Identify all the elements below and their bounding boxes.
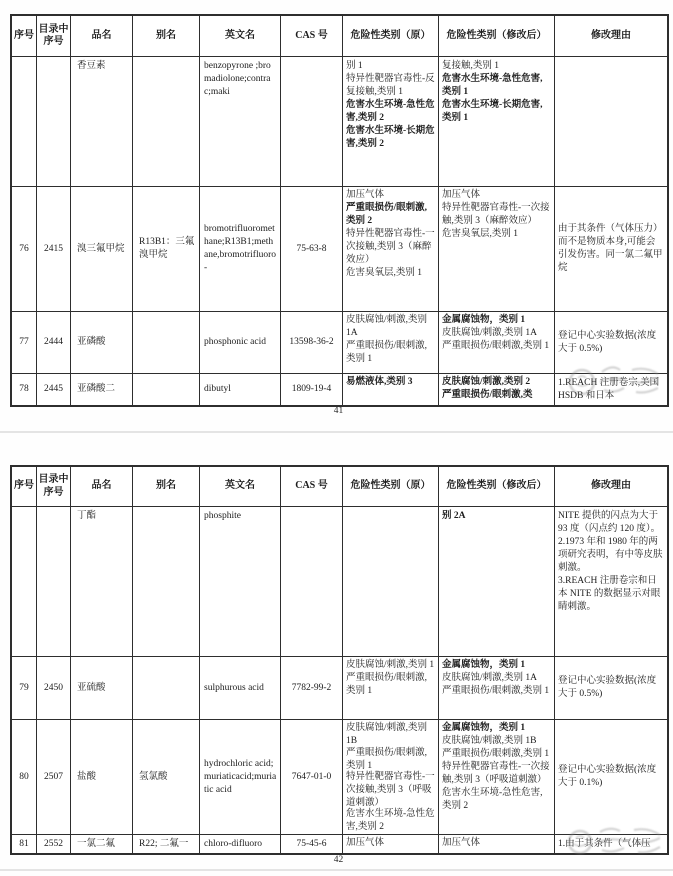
hazard-classification-table-page-41 (10, 14, 669, 407)
cell-line: 77 (19, 337, 29, 347)
cell-line: sulphurous acid (204, 682, 264, 693)
cell-line: 1.由于其条件（气体压 (558, 838, 651, 849)
cell-line: 13598-36-2 (289, 337, 334, 347)
header-alias (133, 467, 200, 507)
cell-line: 2445 (44, 384, 63, 394)
cell-line: 严重眼损伤/眼刺激,类别 1 (346, 341, 428, 364)
cell-reason (555, 835, 667, 853)
cell-line: NITE 提供的闪点为大于 93 度（闪点约 120 度）。 (558, 511, 661, 534)
cell-line: 1.REACH 注册卷宗,美国 HSDB 和日本 (558, 377, 660, 401)
page-number: 41 (333, 406, 344, 416)
cell-line: 由于其条件（气体压力）而不是物质本身,可能会引发伤害。同一氯二氟甲烷 (558, 224, 663, 273)
cell-line: 金属腐蚀物，类别 1 (442, 315, 526, 325)
cell-line: 加压气体 (346, 190, 385, 200)
cell-line: 78 (19, 384, 29, 394)
cell-line: 特异性靶器官毒性-一次接触,类别 3（呼吸道刺激） (346, 772, 435, 809)
cell-name (71, 720, 133, 835)
cell-line: 登记中心实验数据(浓度大于 0.5%) (558, 676, 657, 699)
cell-line: 登记中心实验数据(浓度大于 0.5%) (558, 330, 657, 354)
header-english (200, 16, 281, 57)
cell-line: 特异性靶器官毒性-一次接触,类别 3（呼吸道刺激） (442, 762, 550, 785)
cell-reason (555, 657, 667, 720)
cell-alias (133, 835, 200, 853)
cell-cas (281, 657, 343, 720)
cell-reason (555, 374, 667, 405)
cell-catalog (37, 187, 71, 312)
cell-line: 危害水生环境-长期危害,类别 1 (442, 100, 543, 123)
cell-english (200, 657, 281, 720)
cell-line: 危害水生环境-长期危害,类别 2 (346, 126, 435, 149)
cell-line: 品名 (91, 29, 112, 41)
cell-alias (133, 657, 200, 720)
cell-line: 序号 (14, 29, 34, 41)
cell-line: 特异性靶器官毒性-反复接触,类别 1 (346, 74, 435, 97)
cell-line: 75-45-6 (296, 838, 327, 849)
cell-line: 修改理由 (591, 29, 631, 41)
cell-line: 修改理由 (591, 480, 631, 492)
cell-line: 危险性类别（原） (350, 480, 431, 492)
cell-hazard_original (343, 507, 439, 657)
cell-line: CAS 号 (295, 29, 328, 41)
cell-line: phosphonic acid (204, 337, 267, 347)
cell-hazard_revised (439, 507, 555, 657)
cell-line: R22; 二氟一 (139, 838, 189, 849)
cell-line: 危害水生环境-急性危害,类别 2 (346, 809, 435, 833)
cell-line: 加压气体 (442, 838, 481, 848)
cell-catalog (37, 720, 71, 835)
cell-cas (281, 312, 343, 374)
cell-line: 特异性靶器官毒性-一次接触,类别 3（麻醉效应） (442, 203, 550, 226)
cell-hazard_revised (439, 187, 555, 312)
cell-name (71, 374, 133, 405)
cell-alias (133, 312, 200, 374)
cell-hazard_original (343, 720, 439, 835)
cell-alias (133, 57, 200, 187)
cell-line: 加压气体 (346, 838, 385, 848)
cell-line: 危害臭氧层,类别 1 (442, 229, 519, 239)
header-seq (12, 16, 37, 57)
cell-catalog (37, 57, 71, 187)
cell-cas (281, 507, 343, 657)
cell-line: 危害水生环境-急性危害,类别 2 (346, 100, 435, 123)
cell-line: 皮肤腐蚀/刺激,类别 1B (442, 736, 537, 746)
cell-line: hydrochloric acid;muriaticacid;muriatic acid (204, 758, 277, 795)
cell-line: 盐酸 (77, 771, 97, 782)
cell-line: 别名 (156, 480, 176, 492)
cell-hazard_original (343, 835, 439, 853)
cell-line: 2.1973 年和 1980 年的两项研究表明，有中等皮肤刺激。 (558, 537, 663, 573)
cell-line: 危害水生环境-急性危害,类别 2 (442, 788, 543, 811)
cell-reason (555, 312, 667, 374)
cell-line: 别名 (156, 29, 176, 41)
cell-line: 严重眼损伤/眼刺激,类别 1 (346, 747, 428, 771)
cell-line: 加压气体 (442, 190, 481, 200)
cell-line: 亚磷酸 (77, 337, 106, 347)
cell-seq (12, 720, 37, 835)
cell-line: phosphite (204, 511, 241, 521)
cell-line: 严重眼损伤/眼刺激,类别 2 (346, 203, 428, 226)
cell-line: 皮肤腐蚀/刺激,类别 1A (442, 673, 538, 683)
header-hazard_revised (439, 16, 555, 57)
cell-line: 7782-99-2 (291, 682, 332, 693)
cell-line: 金属腐蚀物，类别 1 (442, 723, 526, 733)
cell-line: 特异性靶器官毒性-一次接触,类别 3（麻醉效应） (346, 229, 435, 265)
hazard-classification-table-page-42 (10, 465, 669, 855)
cell-name (71, 187, 133, 312)
header-seq (12, 467, 37, 507)
header-catalog (37, 467, 71, 507)
cell-english (200, 312, 281, 374)
cell-hazard_revised (439, 720, 555, 835)
cell-hazard_original (343, 312, 439, 374)
cell-line: 危害臭氧层,类别 1 (346, 268, 423, 278)
cell-line: 76 (19, 243, 29, 254)
cell-line: 目录中序号 (38, 474, 69, 498)
header-hazard_revised (439, 467, 555, 507)
cell-line: CAS 号 (295, 480, 328, 492)
cell-line: 香豆素 (77, 61, 106, 71)
cell-line: 79 (19, 682, 29, 693)
cell-catalog (37, 835, 71, 853)
cell-line: 英文名 (225, 480, 255, 492)
cell-reason (555, 187, 667, 312)
cell-line: 危险性类别（原） (350, 29, 431, 41)
cell-line: 2450 (44, 682, 63, 693)
cell-line: 亚硫酸 (77, 682, 106, 693)
header-name (71, 16, 133, 57)
cell-english (200, 57, 281, 187)
cell-line: 80 (19, 771, 29, 782)
cell-hazard_revised (439, 57, 555, 187)
cell-hazard_original (343, 57, 439, 187)
page-divider (0, 431, 673, 433)
cell-reason (555, 720, 667, 835)
cell-line: 品名 (91, 480, 112, 492)
cell-reason (555, 507, 667, 657)
header-hazard_original (343, 467, 439, 507)
cell-reason (555, 57, 667, 187)
cell-line: 严重眼损伤/眼刺激,类别 1 (442, 686, 550, 696)
cell-seq (12, 507, 37, 657)
cell-english (200, 720, 281, 835)
cell-hazard_original (343, 374, 439, 405)
cell-seq (12, 312, 37, 374)
cell-seq (12, 657, 37, 720)
cell-line: 丁酯 (77, 511, 97, 521)
cell-line: 严重眼损伤/眼刺激,类 (442, 390, 533, 400)
cell-line: 皮肤腐蚀/刺激,类别 1A (346, 315, 428, 338)
cell-line: 危险性类别（修改后） (446, 480, 547, 492)
cell-alias (133, 507, 200, 657)
cell-line: R13B1：三氟溴甲烷 (139, 237, 195, 260)
cell-line: 目录中序号 (38, 23, 69, 47)
cell-catalog (37, 312, 71, 374)
cell-english (200, 835, 281, 853)
cell-line: 别 2A (442, 511, 466, 521)
cell-cas (281, 374, 343, 405)
page-number: 42 (333, 855, 344, 865)
cell-hazard_revised (439, 374, 555, 405)
cell-cas (281, 187, 343, 312)
cell-catalog (37, 374, 71, 405)
cell-hazard_revised (439, 835, 555, 853)
cell-line: 2507 (44, 771, 63, 782)
header-hazard_original (343, 16, 439, 57)
cell-line: 别 1 (346, 61, 363, 71)
cell-catalog (37, 507, 71, 657)
cell-line: 2444 (44, 337, 63, 347)
cell-line: 2415 (44, 243, 63, 254)
cell-line: 7647-01-0 (291, 771, 332, 782)
cell-line: dibutyl (204, 384, 231, 394)
cell-line: 皮肤腐蚀/刺激,类别 1 (346, 660, 435, 670)
cell-name (71, 312, 133, 374)
cell-line: 英文名 (225, 29, 255, 41)
cell-line: 81 (19, 838, 29, 849)
cell-cas (281, 720, 343, 835)
cell-hazard_revised (439, 657, 555, 720)
header-cas (281, 16, 343, 57)
cell-line: 皮肤腐蚀/刺激,类别 1A (442, 328, 538, 338)
cell-line: 登记中心实验数据(浓度大于 0.1%) (558, 765, 657, 788)
cell-line: 严重眼损伤/眼刺激,类别 1 (442, 749, 550, 759)
header-reason (555, 16, 667, 57)
cell-line: 溴三氟甲烷 (77, 243, 125, 254)
cell-line: 序号 (14, 480, 34, 492)
cell-english (200, 374, 281, 405)
header-cas (281, 467, 343, 507)
cell-name (71, 835, 133, 853)
cell-alias (133, 187, 200, 312)
cell-line: 皮肤腐蚀/刺激,类别 2 (442, 377, 531, 387)
header-name (71, 467, 133, 507)
cell-line: chloro-difluoro (204, 838, 263, 849)
cell-line: 易燃液体,类别 3 (346, 377, 413, 387)
cell-hazard_revised (439, 312, 555, 374)
cell-name (71, 657, 133, 720)
cell-hazard_original (343, 657, 439, 720)
cell-line: 金属腐蚀物，类别 1 (442, 660, 526, 670)
cell-line: 3.REACH 注册卷宗和日本 NITE 的数据显示对眼睛刺激。 (558, 576, 661, 612)
cell-cas (281, 835, 343, 853)
cell-seq (12, 374, 37, 405)
cell-catalog (37, 657, 71, 720)
cell-english (200, 187, 281, 312)
header-english (200, 467, 281, 507)
cell-alias (133, 720, 200, 835)
header-catalog (37, 16, 71, 57)
cell-name (71, 507, 133, 657)
cell-line: 亚磷酸二 (77, 384, 116, 394)
page-divider (0, 869, 673, 871)
cell-seq (12, 187, 37, 312)
header-reason (555, 467, 667, 507)
cell-english (200, 507, 281, 657)
cell-line: 危险性类别（修改后） (446, 29, 547, 41)
cell-line: 危害水生环境-急性危害,类别 1 (442, 74, 543, 97)
cell-line: bromotrifluoromethane;R13B1;methane,bromotrifluoro- (204, 224, 277, 273)
cell-line: 严重眼损伤/眼刺激,类别 1 (442, 341, 550, 351)
cell-line: 一氯二氟 (77, 838, 116, 849)
cell-alias (133, 374, 200, 405)
cell-line: 皮肤腐蚀/刺激,类别 1B (346, 723, 428, 746)
cell-cas (281, 57, 343, 187)
cell-line: 严重眼损伤/眼刺激,类别 1 (346, 673, 428, 696)
cell-line: 氢氯酸 (139, 771, 168, 782)
cell-line: 75-63-8 (296, 243, 327, 254)
cell-line: 1809-19-4 (291, 384, 332, 394)
cell-seq (12, 57, 37, 187)
cell-line: 复接触,类别 1 (442, 61, 500, 71)
header-alias (133, 16, 200, 57)
cell-seq (12, 835, 37, 853)
cell-name (71, 57, 133, 187)
cell-line: benzopyrone ;bromadiolone;contrac;maki (204, 61, 271, 97)
cell-hazard_original (343, 187, 439, 312)
cell-line: 2552 (44, 838, 63, 849)
